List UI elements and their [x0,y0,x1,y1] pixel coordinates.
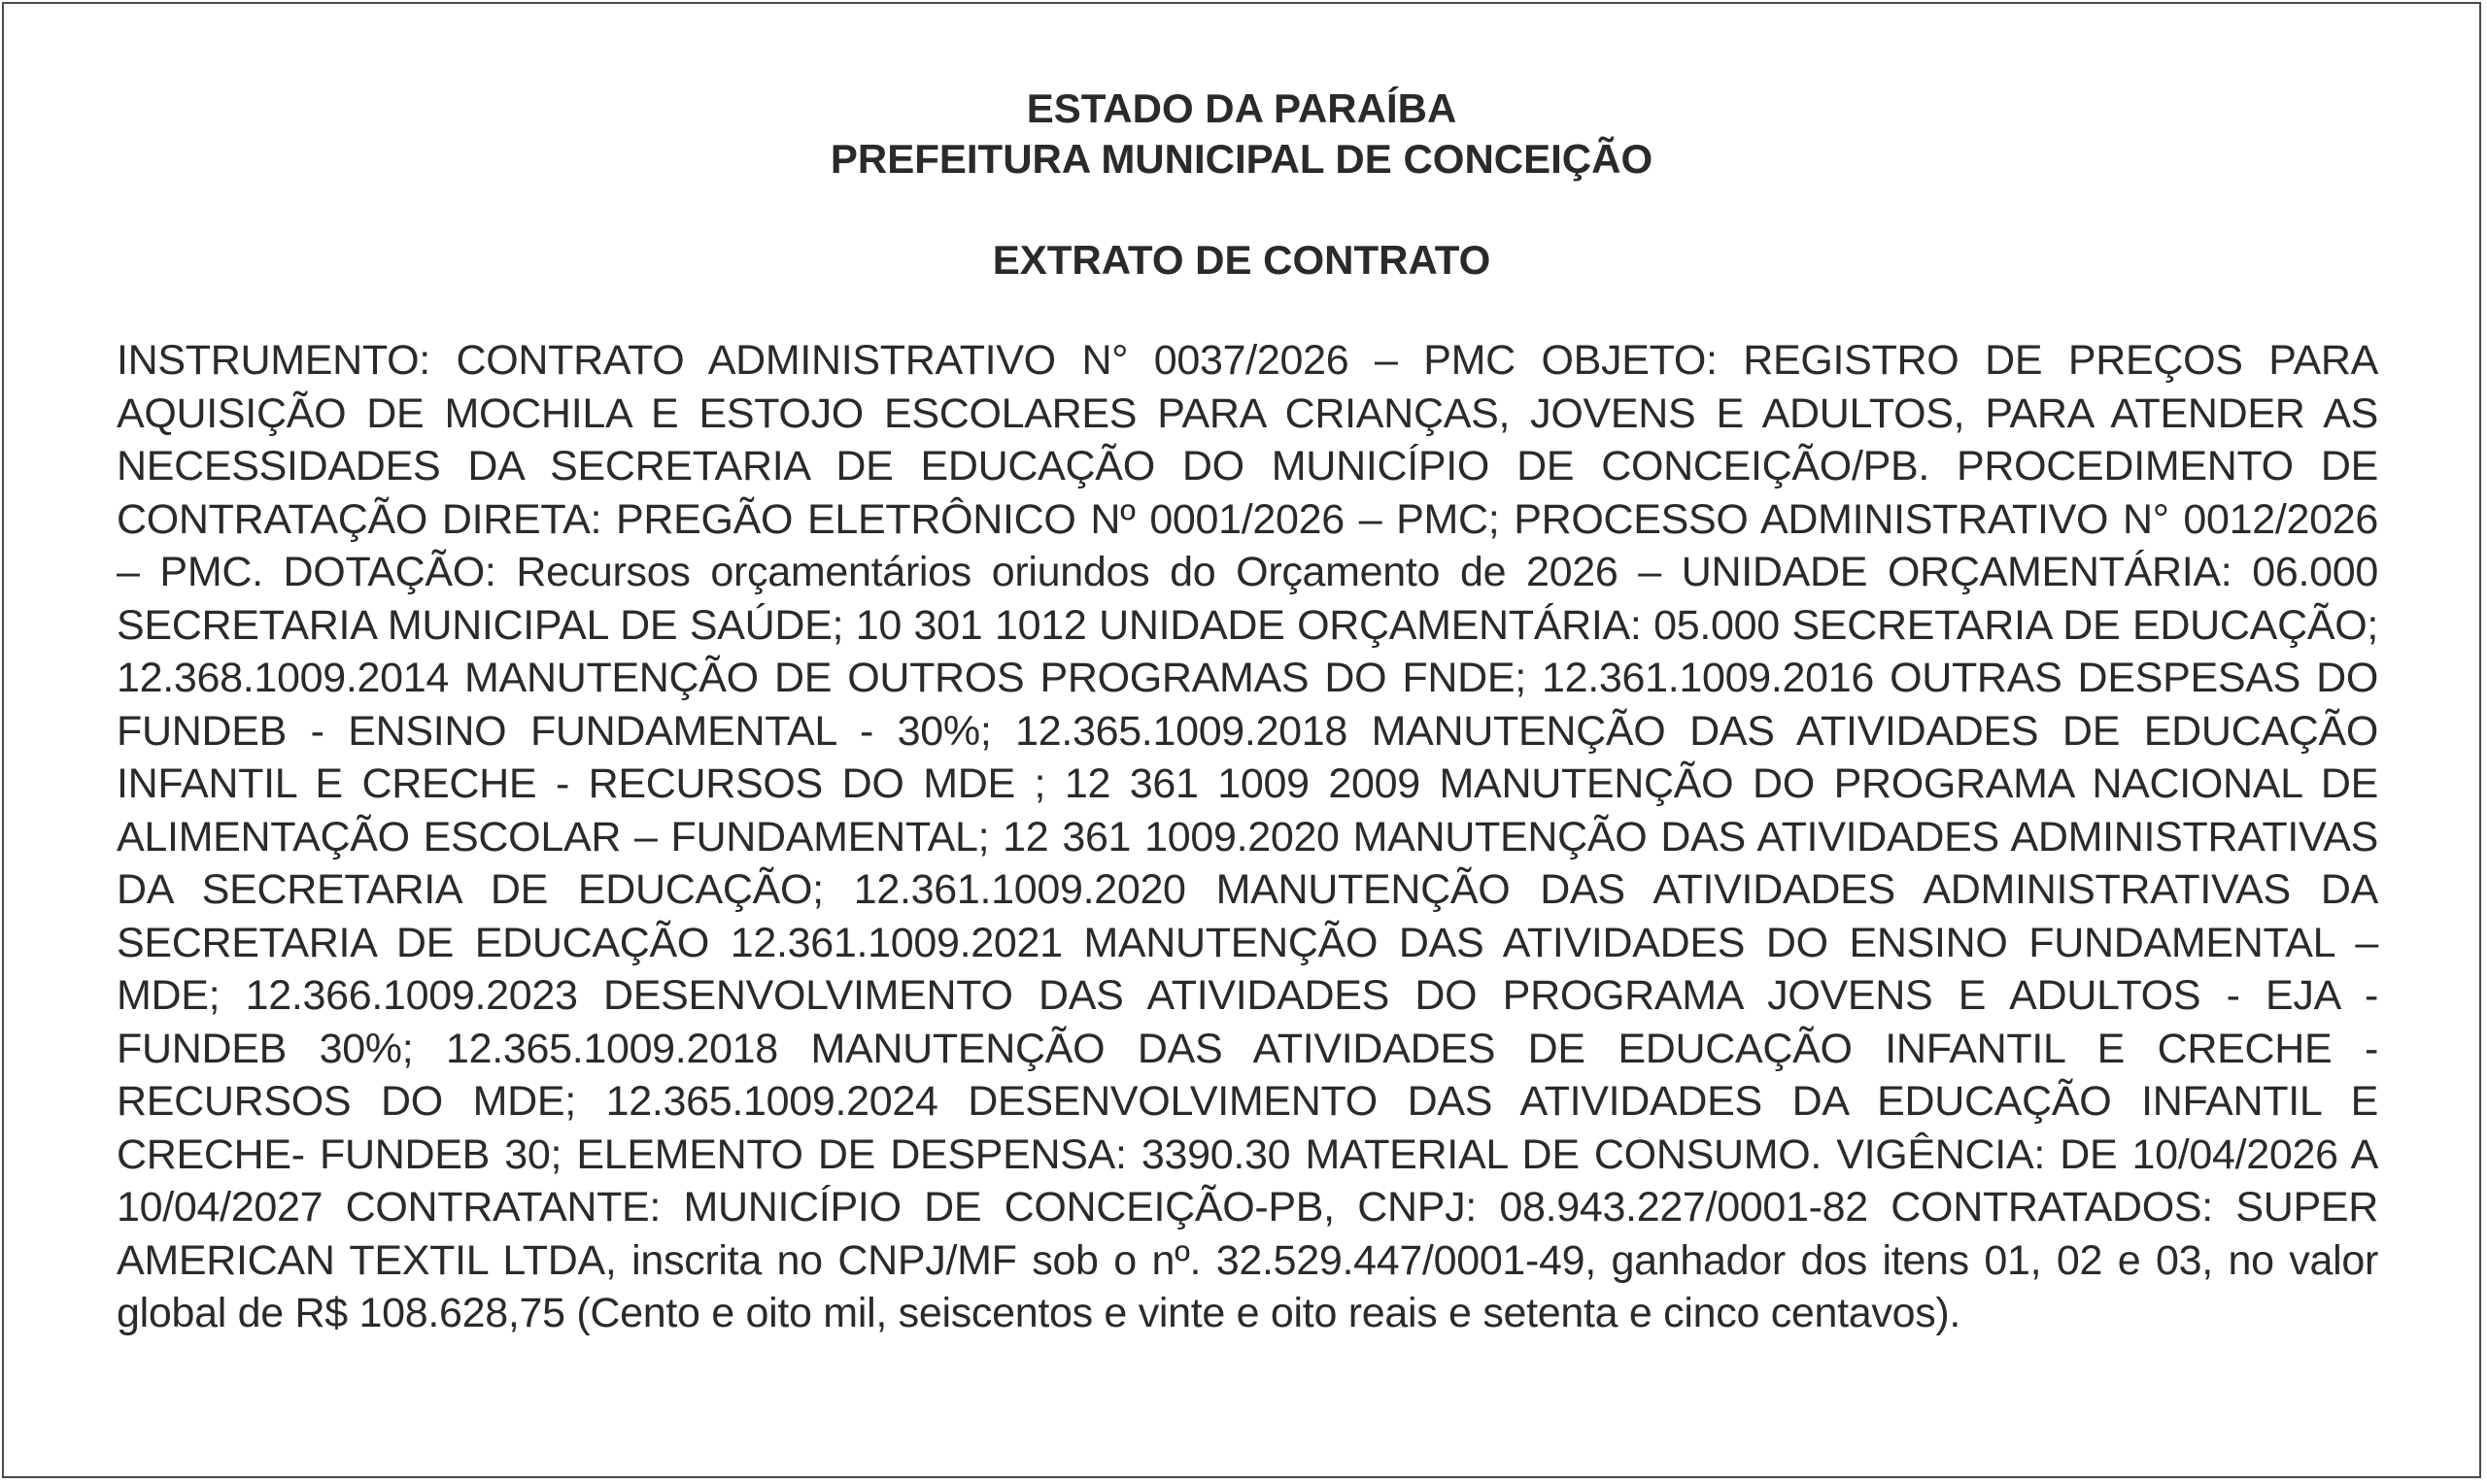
contract-extract-body: INSTRUMENTO: CONTRATO ADMINISTRATIVO N° 0037/2026 – PMC OBJETO: REGISTRO DE PREÇOS PARA AQUISIÇÃO DE MOCHILA E ESTOJO ESCOLARES PARA CRIANÇAS, JOVENS E ADULTOS, PARA ATENDER AS NECESSIDADES DA SECRETARIA DE EDUCAÇÃO DO MUNICÍPIO DE CONCEIÇÃO/PB. PROCEDIMENTO DE CONTRATAÇÃO DIRETA: PREGÃO ELETRÔNICO Nº 0001/2026 – PMC; PROCESSO ADMINISTRATIVO N° 0012/2026 – PMC. DOTAÇÃO: Recursos orçamentários oriundos do Orçamento de 2026 – UNIDADE ORÇAMENTÁRIA: 06.000 SECRETARIA MUNICIPAL DE SAÚDE; 10 301 1012 UNIDADE ORÇAMENTÁRIA: 05.000 SECRETARIA DE EDUCAÇÃO; 12.368.1009.2014 MANUTENÇÃO DE OUTROS PROGRAMAS DO FNDE; 12.361.1009.2016 OUTRAS DESPESAS DO FUNDEB - ENSINO FUNDAMENTAL - 30%; 12.365.1009.2018 MANUTENÇÃO DAS ATIVIDADES DE EDUCAÇÃO INFANTIL E CRECHE - RECURSOS DO MDE ; 12 361 1009 2009 MANUTENÇÃO DO PROGRAMA NACIONAL DE ALIMENTAÇÃO ESCOLAR – FUNDAMENTAL; 12 361 1009.2020 MANUTENÇÃO DAS ATIVIDADES ADMINISTRATIVAS DA SECRETARIA DE EDUCAÇÃO; 12.361.1009.2020 MANUTENÇÃO DAS ATIVIDADES ADMINISTRATIVAS DA SECRETARIA DE EDUCAÇÃO 12.361.1009.2021 MANUTENÇÃO DAS ATIVIDADES DO ENSINO FUNDAMENTAL – MDE; 12.366.1009.2023 DESENVOLVIMENTO DAS ATIVIDADES DO PROGRAMA JOVENS E ADULTOS - EJA - FUNDEB 30%; 12.365.1009.2018 MANUTENÇÃO DAS ATIVIDADES DE EDUCAÇÃO INFANTIL E CRECHE - RECURSOS DO MDE; 12.365.1009.2024 DESENVOLVIMENTO DAS ATIVIDADES DA EDUCAÇÃO INFANTIL E CRECHE- FUNDEB 30; ELEMENTO DE DESPENSA: 3390.30 MATERIAL DE CONSUMO. VIGÊNCIA: DE 10/04/2026 A 10/04/2027 CONTRATANTE: MUNICÍPIO DE CONCEIÇÃO-PB, CNPJ: 08.943.227/0001-82 CONTRATADOS: SUPER AMERICAN TEXTIL LTDA, inscrita no CNPJ/MF sob o nº. 32.529.447/0001-49, ganhador dos itens 01, 02 e 03, no valor global de R$ 108.628,75 (Cento e oito mil, seiscentos e vinte e oito reais e setenta e cinco centavos). [117,337,2378,1336]
document-title: EXTRATO DE CONTRATO [992,237,1491,283]
municipality-name: PREFEITURA MUNICIPAL DE CONCEIÇÃO [830,136,1653,182]
document-header [4,84,2479,185]
state-name: ESTADO DA PARAÍBA [1026,85,1457,131]
document-frame [2,2,2481,1478]
